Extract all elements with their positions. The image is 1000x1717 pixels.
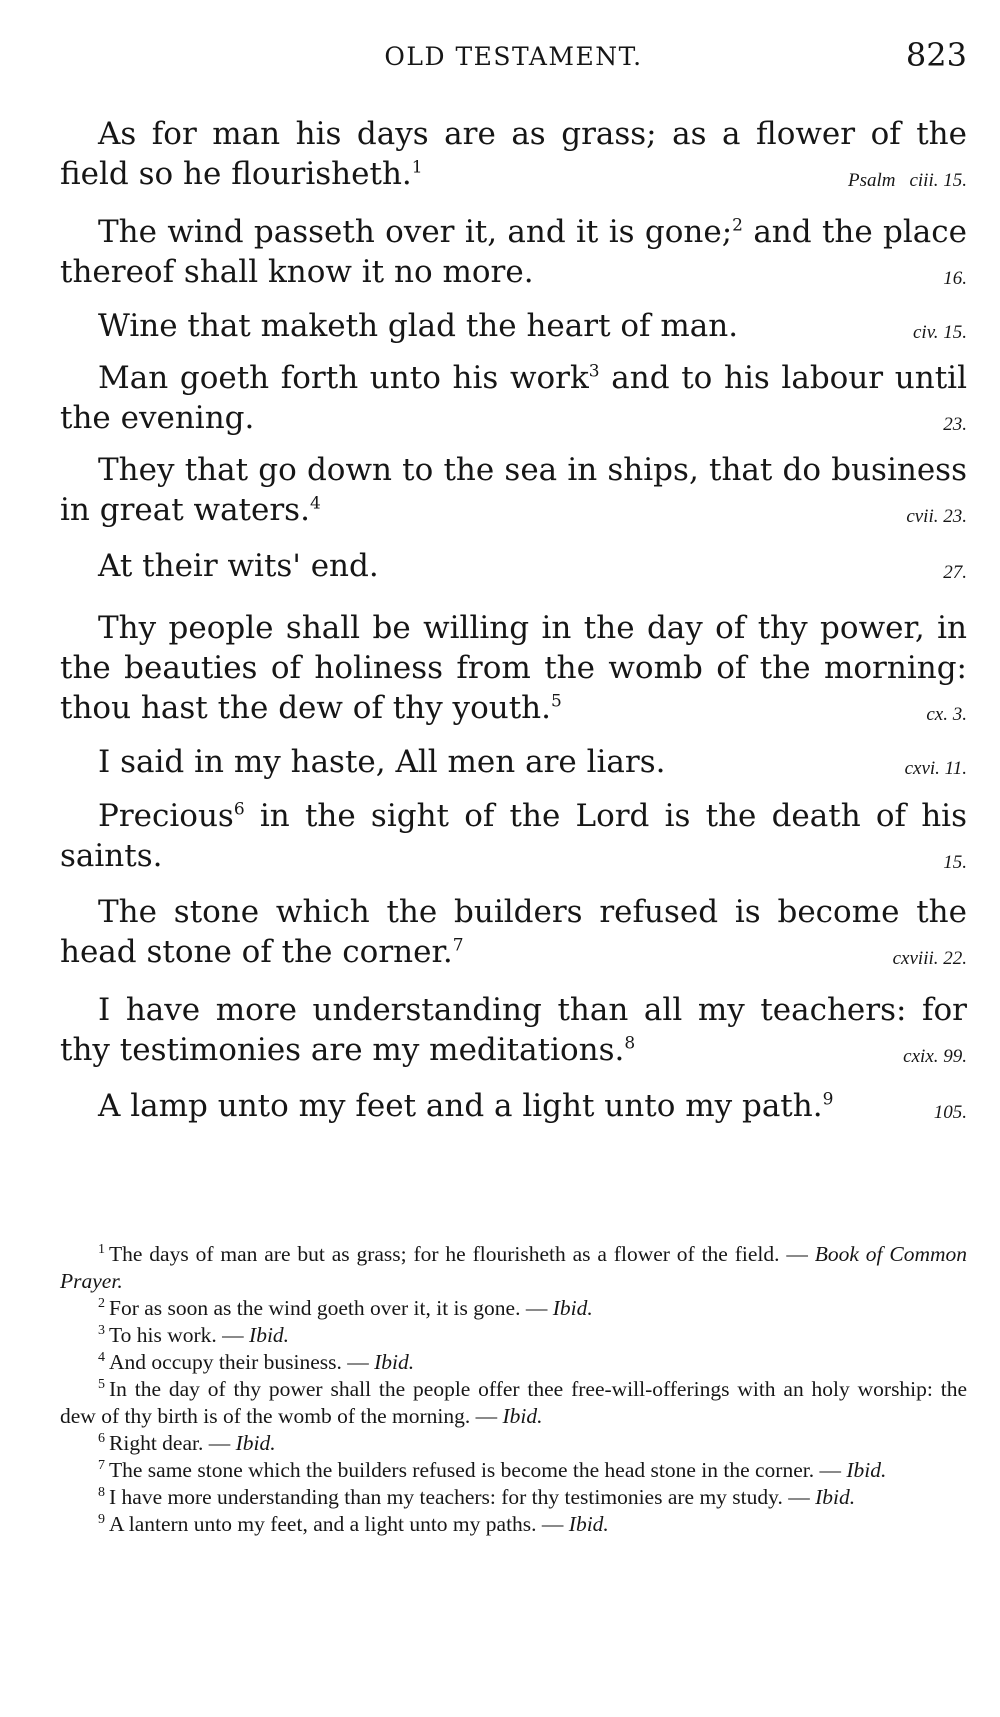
- citation: [885, 322, 967, 344]
- citation: [875, 1046, 967, 1068]
- footnote-marker: 4: [309, 493, 321, 514]
- quote-text: The stone which the builders refused is become the head stone of the corner.: [60, 894, 967, 970]
- section-title: OLD TESTAMENT.: [384, 42, 643, 71]
- citation: [878, 506, 967, 528]
- footnote-7: [60, 1457, 967, 1484]
- citation: [906, 1102, 967, 1124]
- footnote-text: In the day of thy power shall the people offer thee free-will-offerings with an holy worship: the dew of thy birth is of the womb of the morning. —: [60, 1377, 967, 1428]
- footnote-source: Ibid.: [846, 1458, 887, 1482]
- quote-11: [60, 990, 967, 1070]
- footnote-number: 7: [98, 1457, 105, 1473]
- footnote-source: Ibid.: [552, 1296, 593, 1320]
- footnote-text: I have more understanding than my teachers: for thy testimonies are my study. —: [109, 1485, 810, 1509]
- footnote-number: 6: [98, 1430, 105, 1446]
- citation: [915, 268, 967, 290]
- footnote-source: Ibid.: [249, 1323, 290, 1347]
- quote-9: [60, 796, 967, 876]
- citation-book: Psalm: [847, 170, 896, 191]
- footnote-source: Ibid.: [235, 1431, 276, 1455]
- quote-12: [60, 1086, 967, 1126]
- footnote-2: [60, 1295, 967, 1322]
- footnote-text: And occupy their business. —: [109, 1350, 369, 1374]
- quotation-list: [60, 114, 967, 1126]
- quote-6: [60, 546, 967, 586]
- footnote-marker: 5: [550, 691, 562, 712]
- quote-text: They that go down to the sea in ships, that do business in great waters.: [60, 452, 967, 528]
- quote-text: The wind passeth over it, and it is gone;: [98, 214, 733, 250]
- footnote-number: 5: [98, 1376, 105, 1392]
- citation: [915, 852, 967, 874]
- citation-location: 16.: [943, 268, 967, 289]
- footnote-text: The same stone which the builders refused is become the head stone in the corner. —: [109, 1458, 841, 1482]
- quote-text: As for man his days are as grass; as a flower of the field so he flourisheth.: [60, 116, 967, 192]
- footnote-marker: 2: [732, 215, 743, 236]
- footnote-text: For as soon as the wind goeth over it, it is gone. —: [109, 1296, 548, 1320]
- footnote-4: [60, 1349, 967, 1376]
- citation-location: cxvi. 11.: [904, 758, 967, 779]
- footnote-marker: 8: [624, 1033, 636, 1054]
- footnote-5: [60, 1376, 967, 1430]
- footnote-text: Right dear. —: [109, 1431, 231, 1455]
- footnote-marker: 1: [411, 157, 423, 178]
- quote-4: [60, 358, 967, 438]
- footnote-source: Ibid.: [568, 1512, 609, 1536]
- quote-text: I have more understanding than all my teachers: for thy testimonies are my meditations.: [60, 992, 967, 1068]
- footnote-text: The days of man are but as grass; for he flourisheth as a flower of the field. —: [109, 1242, 808, 1266]
- footnote-number: 3: [98, 1322, 105, 1338]
- footnote-number: 4: [98, 1349, 105, 1365]
- footnote-marker: 9: [822, 1089, 834, 1110]
- footnote-text: A lantern unto my feet, and a light unto my paths. —: [109, 1512, 564, 1536]
- footnote-3: [60, 1322, 967, 1349]
- quote-2: [60, 212, 967, 292]
- footnote-marker: 7: [452, 935, 464, 956]
- citation-location: ciii. 15.: [909, 170, 967, 191]
- footnote-marker: 3: [588, 361, 600, 382]
- footnote-1: [60, 1241, 967, 1295]
- citation: [915, 414, 967, 436]
- quote-text: I said in my haste, All men are liars.: [98, 744, 666, 780]
- footnote-6: [60, 1430, 967, 1457]
- footnote-source: Ibid.: [815, 1485, 856, 1509]
- citation-location: 105.: [933, 1102, 967, 1123]
- footnote-marker: 6: [233, 799, 245, 820]
- quote-text: At their wits' end.: [98, 548, 379, 584]
- citation-location: cxviii. 22.: [892, 948, 967, 969]
- footnote-number: 9: [98, 1511, 105, 1527]
- quote-7: [60, 608, 967, 728]
- footnotes-section: [60, 1241, 967, 1538]
- footnote-source: Book of Common Prayer.: [60, 1242, 967, 1293]
- citation: [834, 170, 967, 192]
- quote-text: Man goeth forth unto his work: [98, 360, 589, 396]
- footnote-source: Ibid.: [502, 1404, 543, 1428]
- quote-text: Wine that maketh glad the heart of man.: [98, 308, 739, 344]
- citation: [865, 948, 967, 970]
- citation: [898, 704, 967, 726]
- citation-location: 27.: [943, 562, 967, 583]
- footnote-source: Ibid.: [374, 1350, 415, 1374]
- quote-10: [60, 892, 967, 972]
- citation-location: 15.: [943, 852, 967, 873]
- citation-location: 23.: [943, 414, 967, 435]
- quote-1: [60, 114, 967, 194]
- citation-location: cx. 3.: [926, 704, 967, 725]
- citation-location: cxix. 99.: [903, 1046, 967, 1067]
- footnote-number: 2: [98, 1295, 105, 1311]
- footnote-text: To his work. —: [109, 1323, 244, 1347]
- footnote-number: 1: [98, 1241, 105, 1257]
- quote-5: [60, 450, 967, 530]
- quote-text-tail: and the place thereof shall know it no more.: [60, 214, 967, 290]
- running-header: [60, 36, 967, 76]
- citation-location: civ. 15.: [913, 322, 967, 343]
- quote-text-tail: and to his labour until the evening.: [60, 360, 967, 436]
- citation-location: cvii. 23.: [906, 506, 967, 527]
- citation: [915, 562, 967, 584]
- footnote-9: [60, 1511, 967, 1538]
- footnote-8: [60, 1484, 967, 1511]
- footnote-number: 8: [98, 1484, 105, 1500]
- quote-text-tail: in the sight of the Lord is the death of his saints.: [60, 798, 967, 874]
- quote-text: Thy people shall be willing in the day of thy power, in the beauties of holiness from the womb of the morning: thou hast the dew of thy youth.: [60, 610, 967, 726]
- citation: [877, 758, 967, 780]
- quote-text: A lamp unto my feet and a light unto my path.: [98, 1088, 823, 1124]
- page-number: 823: [905, 36, 967, 74]
- quote-3: [60, 306, 967, 346]
- quote-8: [60, 742, 967, 782]
- quote-text: Precious: [98, 798, 234, 834]
